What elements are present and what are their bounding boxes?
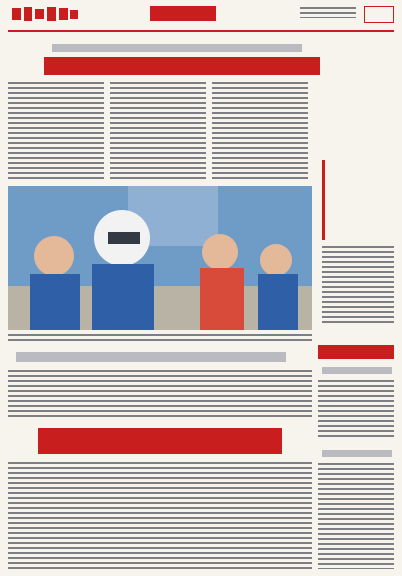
brief-1-body — [318, 380, 394, 438]
issue-info — [300, 7, 356, 18]
brief-2-headline — [322, 450, 392, 457]
lead-photo — [8, 186, 312, 330]
commentary-title-box — [322, 160, 384, 240]
story-3-body — [8, 462, 312, 570]
commentary-body — [322, 246, 394, 326]
lead-body-col-3 — [212, 82, 308, 182]
newspaper-masthead-logo — [10, 4, 80, 24]
brief-1-headline — [322, 367, 392, 374]
lead-body-col-1 — [8, 82, 104, 182]
lead-body-col-2 — [110, 82, 206, 182]
masthead-rule — [8, 30, 394, 32]
story-2-headline — [16, 352, 286, 362]
section-title-box — [150, 6, 216, 21]
brief-2-body — [318, 463, 394, 569]
lead-headline-bar — [44, 57, 320, 75]
brief-section-bar — [318, 345, 394, 359]
story-3-headline-bar — [38, 428, 282, 454]
story-2-body — [8, 370, 312, 420]
lead-kicker-bar — [52, 44, 302, 52]
lead-photo-caption — [8, 334, 312, 344]
masthead — [0, 0, 402, 30]
page-number-box — [364, 6, 394, 23]
